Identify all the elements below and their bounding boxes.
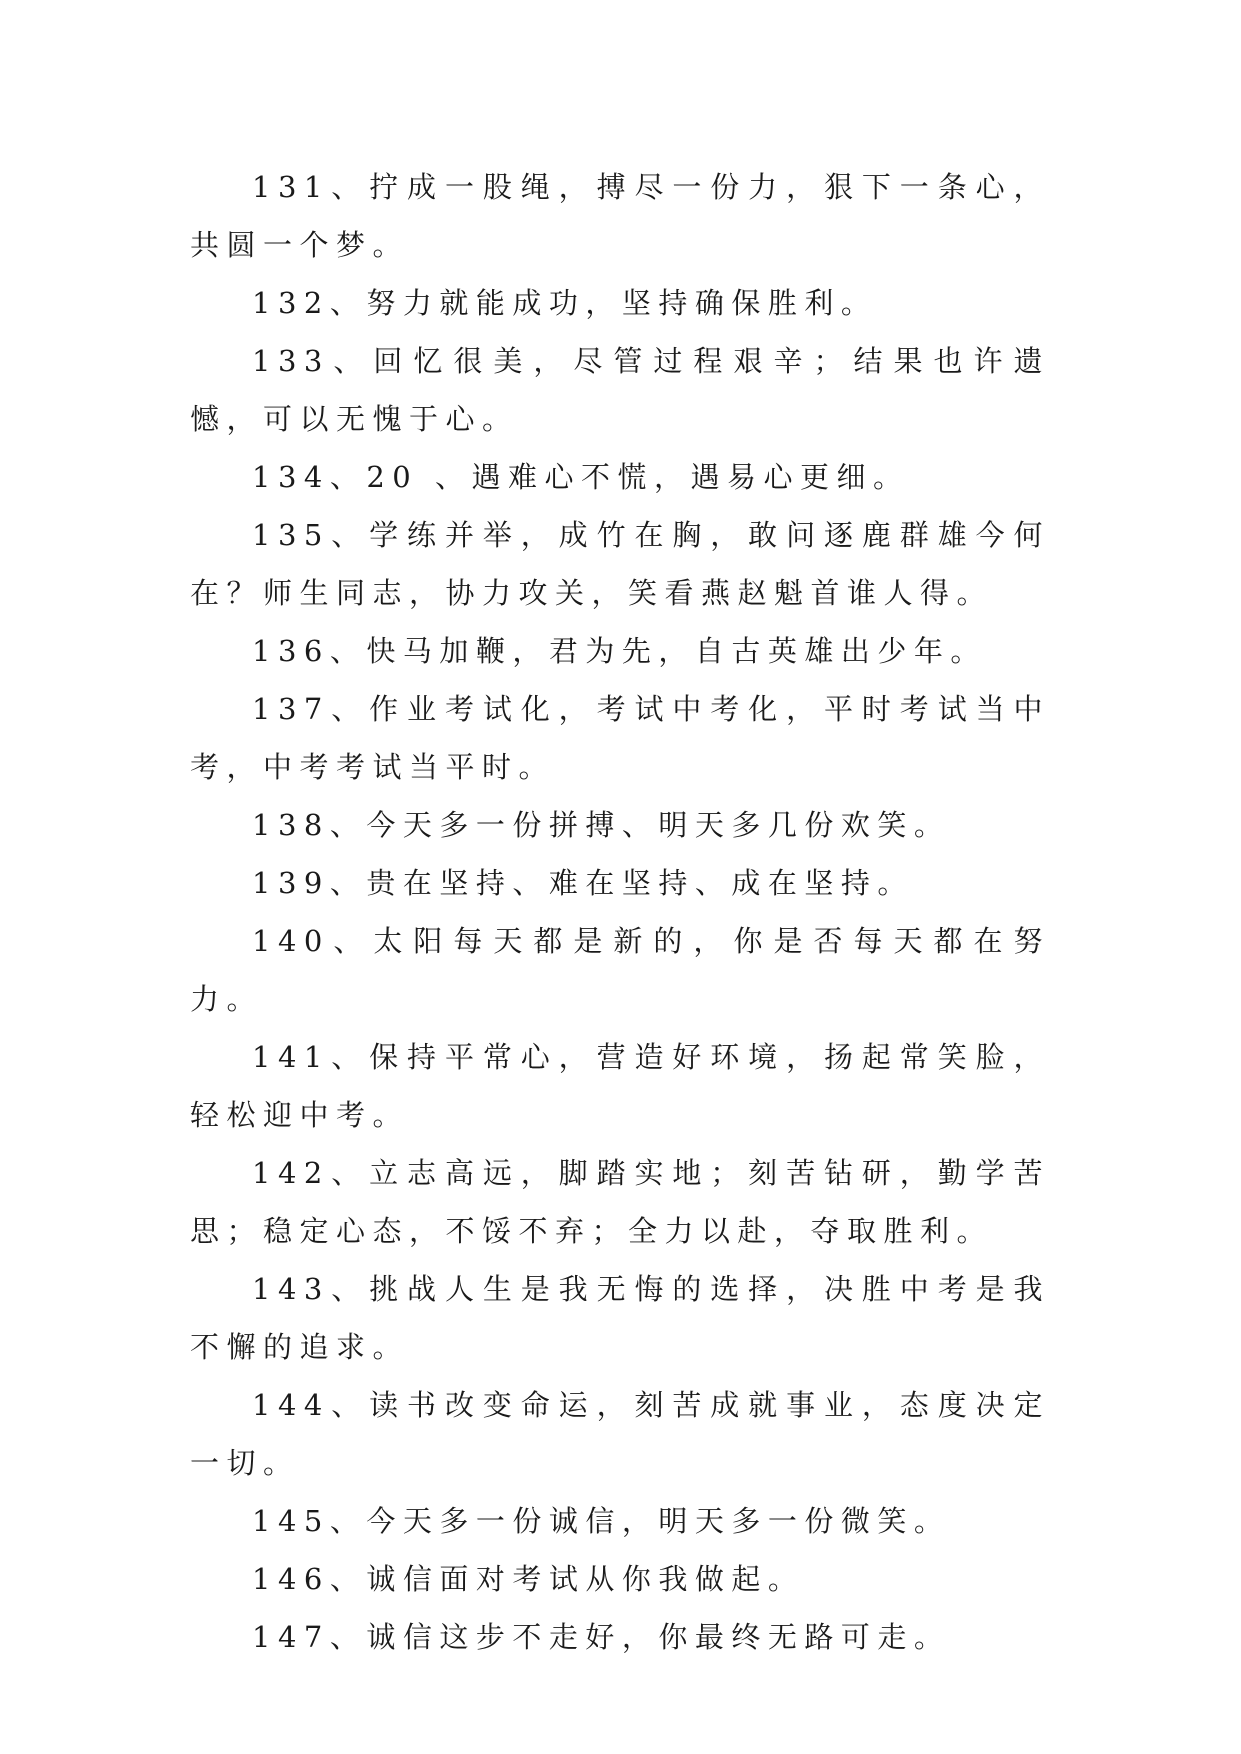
entry-135: 135、学练并举，成竹在胸，敢问逐鹿群雄今何在？师生同志，协力攻关，笑看燕赵魁首谁人得。	[190, 518, 1050, 610]
entry-137: 137、作业考试化，考试中考化，平时考试当中考，中考考试当平时。	[190, 692, 1050, 784]
entry-139: 139、贵在坚持、难在坚持、成在坚持。	[252, 866, 914, 900]
entry-140: 140、太阳每天都是新的，你是否每天都在努力。	[190, 924, 1050, 1016]
entry-142: 142、立志高远，脚踏实地；刻苦钻研，勤学苦思；稳定心态，不馁不弃；全力以赴，夺取胜利。	[190, 1156, 1050, 1248]
entry-147: 147、诚信这步不走好，你最终无路可走。	[252, 1620, 951, 1654]
entry-133: 133、回忆很美，尽管过程艰辛；结果也许遗憾，可以无愧于心。	[190, 344, 1050, 436]
entry-136: 136、快马加鞭，君为先，自古英雄出少年。	[252, 634, 987, 668]
entry-146: 146、诚信面对考试从你我做起。	[252, 1562, 805, 1596]
entry-144: 144、读书改变命运，刻苦成就事业，态度决定一切。	[190, 1388, 1050, 1480]
entry-132: 132、努力就能成功，坚持确保胜利。	[252, 286, 878, 320]
entry-138: 138、今天多一份拼搏、明天多几份欢笑。	[252, 808, 951, 842]
entry-143: 143、挑战人生是我无悔的选择，决胜中考是我不懈的追求。	[190, 1272, 1050, 1364]
entry-141: 141、保持平常心，营造好环境，扬起常笑脸，轻松迎中考。	[190, 1040, 1050, 1132]
document-body	[190, 158, 1050, 1666]
entry-145: 145、今天多一份诚信，明天多一份微笑。	[252, 1504, 951, 1538]
entry-131: 131、拧成一股绳，搏尽一份力，狠下一条心，共圆一个梦。	[190, 170, 1050, 262]
entry-134: 134、20 、遇难心不慌，遇易心更细。	[252, 460, 910, 494]
